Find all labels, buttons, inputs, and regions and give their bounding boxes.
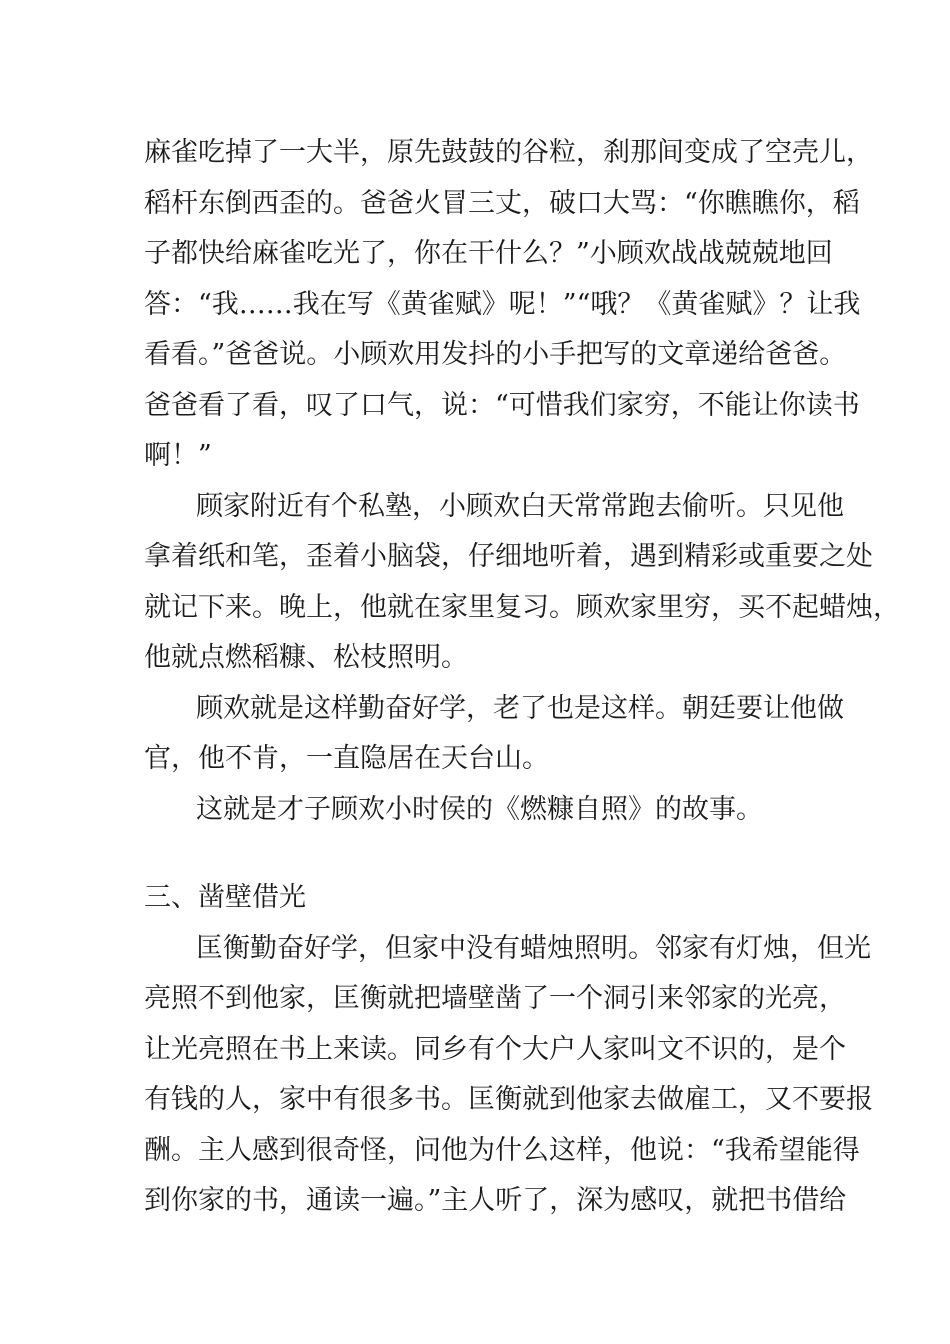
story-text-line: 稻杆东倒西歪的。爸爸火冒三丈，破口大骂：“你瞧瞧你，稻 <box>144 188 860 219</box>
story-text-line: 顾家附近有个私塾，小顾欢白天常常跑去偷听。只见他 <box>196 491 844 522</box>
story-text-line: 答：“我……我在写《黄雀赋》呢！”“哦？《黄雀赋》？让我 <box>144 289 861 320</box>
story-text-line: 拿着纸和笔，歪着小脑袋，仔细地听着，遇到精彩或重要之处 <box>144 541 873 572</box>
story-text-line: 到你家的书，通读一遍。”主人听了，深为感叹，就把书借给 <box>144 1185 847 1216</box>
story-text-line: 官，他不肯，一直隐居在天台山。 <box>144 743 549 774</box>
story-text-line: 顾欢就是这样勤奋好学，老了也是这样。朝廷要让他做 <box>196 693 844 724</box>
story-text-line: 让光亮照在书上来读。同乡有个大户人家叫文不识的，是个 <box>144 1034 846 1065</box>
story-text-line: 看看。”爸爸说。小顾欢用发抖的小手把写的文章递给爸爸。 <box>144 339 847 370</box>
story-text-line: 亮照不到他家，匡衡就把墙壁凿了一个洞引来邻家的光亮， <box>144 983 846 1014</box>
story-text-line: 爸爸看了看，叹了口气，说：“可惜我们家穷，不能让你读书 <box>144 390 860 421</box>
story-text-line: 就记下来。晚上，他就在家里复习。顾欢家里穷，买不起蜡烛， <box>144 592 900 623</box>
story-text-line: 他就点燃稻糠、松枝照明。 <box>144 642 468 673</box>
story-text-line: 麻雀吃掉了一大半，原先鼓鼓的谷粒，刹那间变成了空壳儿， <box>144 137 873 168</box>
story-text-line: 啊！” <box>144 440 212 471</box>
story-text-line: 子都快给麻雀吃光了，你在干什么？”小顾欢战战兢兢地回 <box>144 238 833 269</box>
section-heading: 三、凿壁借光 <box>144 882 306 913</box>
story-text-line: 有钱的人，家中有很多书。匡衡就到他家去做雇工，又不要报 <box>144 1084 873 1115</box>
story-text-line: 匡衡勤奋好学，但家中没有蜡烛照明。邻家有灯烛，但光 <box>196 933 871 964</box>
story-text-line: 这就是才子顾欢小时侯的《燃糠自照》的故事。 <box>196 794 763 825</box>
story-text-line: 酬。主人感到很奇怪，问他为什么这样，他说：“我希望能得 <box>144 1135 860 1166</box>
